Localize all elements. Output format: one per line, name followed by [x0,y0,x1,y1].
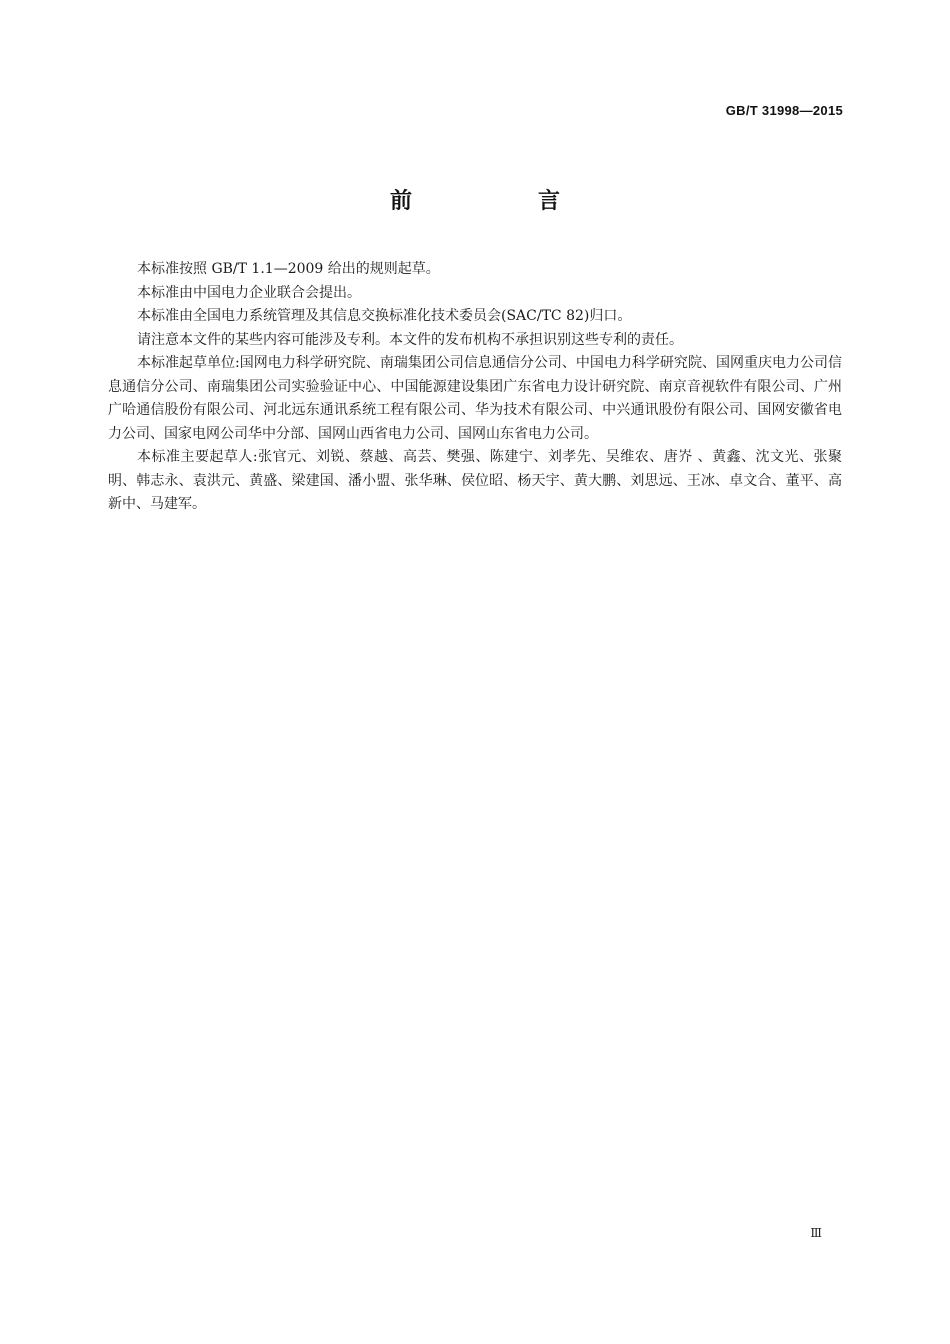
paragraph-drafting-rules: 本标准按照 GB/T 1.1—2009 给出的规则起草。 [137,261,440,277]
page-title: 前 言 [389,189,612,214]
paragraph-patent-notice: 请注意本文件的某些内容可能涉及专利。本文件的发布机构不承担识别这些专利的责任。 [137,331,683,348]
paragraph-drafters: 本标准主要起草人:张官元、刘锐、蔡越、高芸、樊强、陈建宁、刘孝先、吴维农、唐岕 、黄鑫、沈文光、张聚明、韩志永、袁洪元、黄盛、梁建国、潘小盟、张华琳、侯位昭、杨天宇、黄大鹏、刘思远、王冰、卓文合、董平、高新中、马建军。 [108,449,842,512]
paragraph-proposer: 本标准由中国电力企业联合会提出。 [137,284,361,301]
standard-code: GB/T 31998—2015 [725,103,843,118]
foreword-body [108,258,842,517]
page-number: Ⅲ [810,1226,822,1240]
paragraph-committee: 本标准由全国电力系统管理及其信息交换标准化技术委员会(SAC/TC 82)归口。 [137,308,632,324]
paragraph-drafting-units: 本标准起草单位:国网电力科学研究院、南瑞集团公司信息通信分公司、中国电力科学研究院、国网重庆电力公司信息通信分公司、南瑞集团公司实验验证中心、中国能源建设集团广东省电力设计研究院、南京音视软件有限公司、广州广哈通信股份有限公司、河北远东通讯系统工程有限公司、华为技术有限公司、中兴通讯股份有限公司、国网安徽省电力公司、国家电网公司华中分部、国网山西省电力公司、国网山东省电力公司。 [108,355,842,442]
